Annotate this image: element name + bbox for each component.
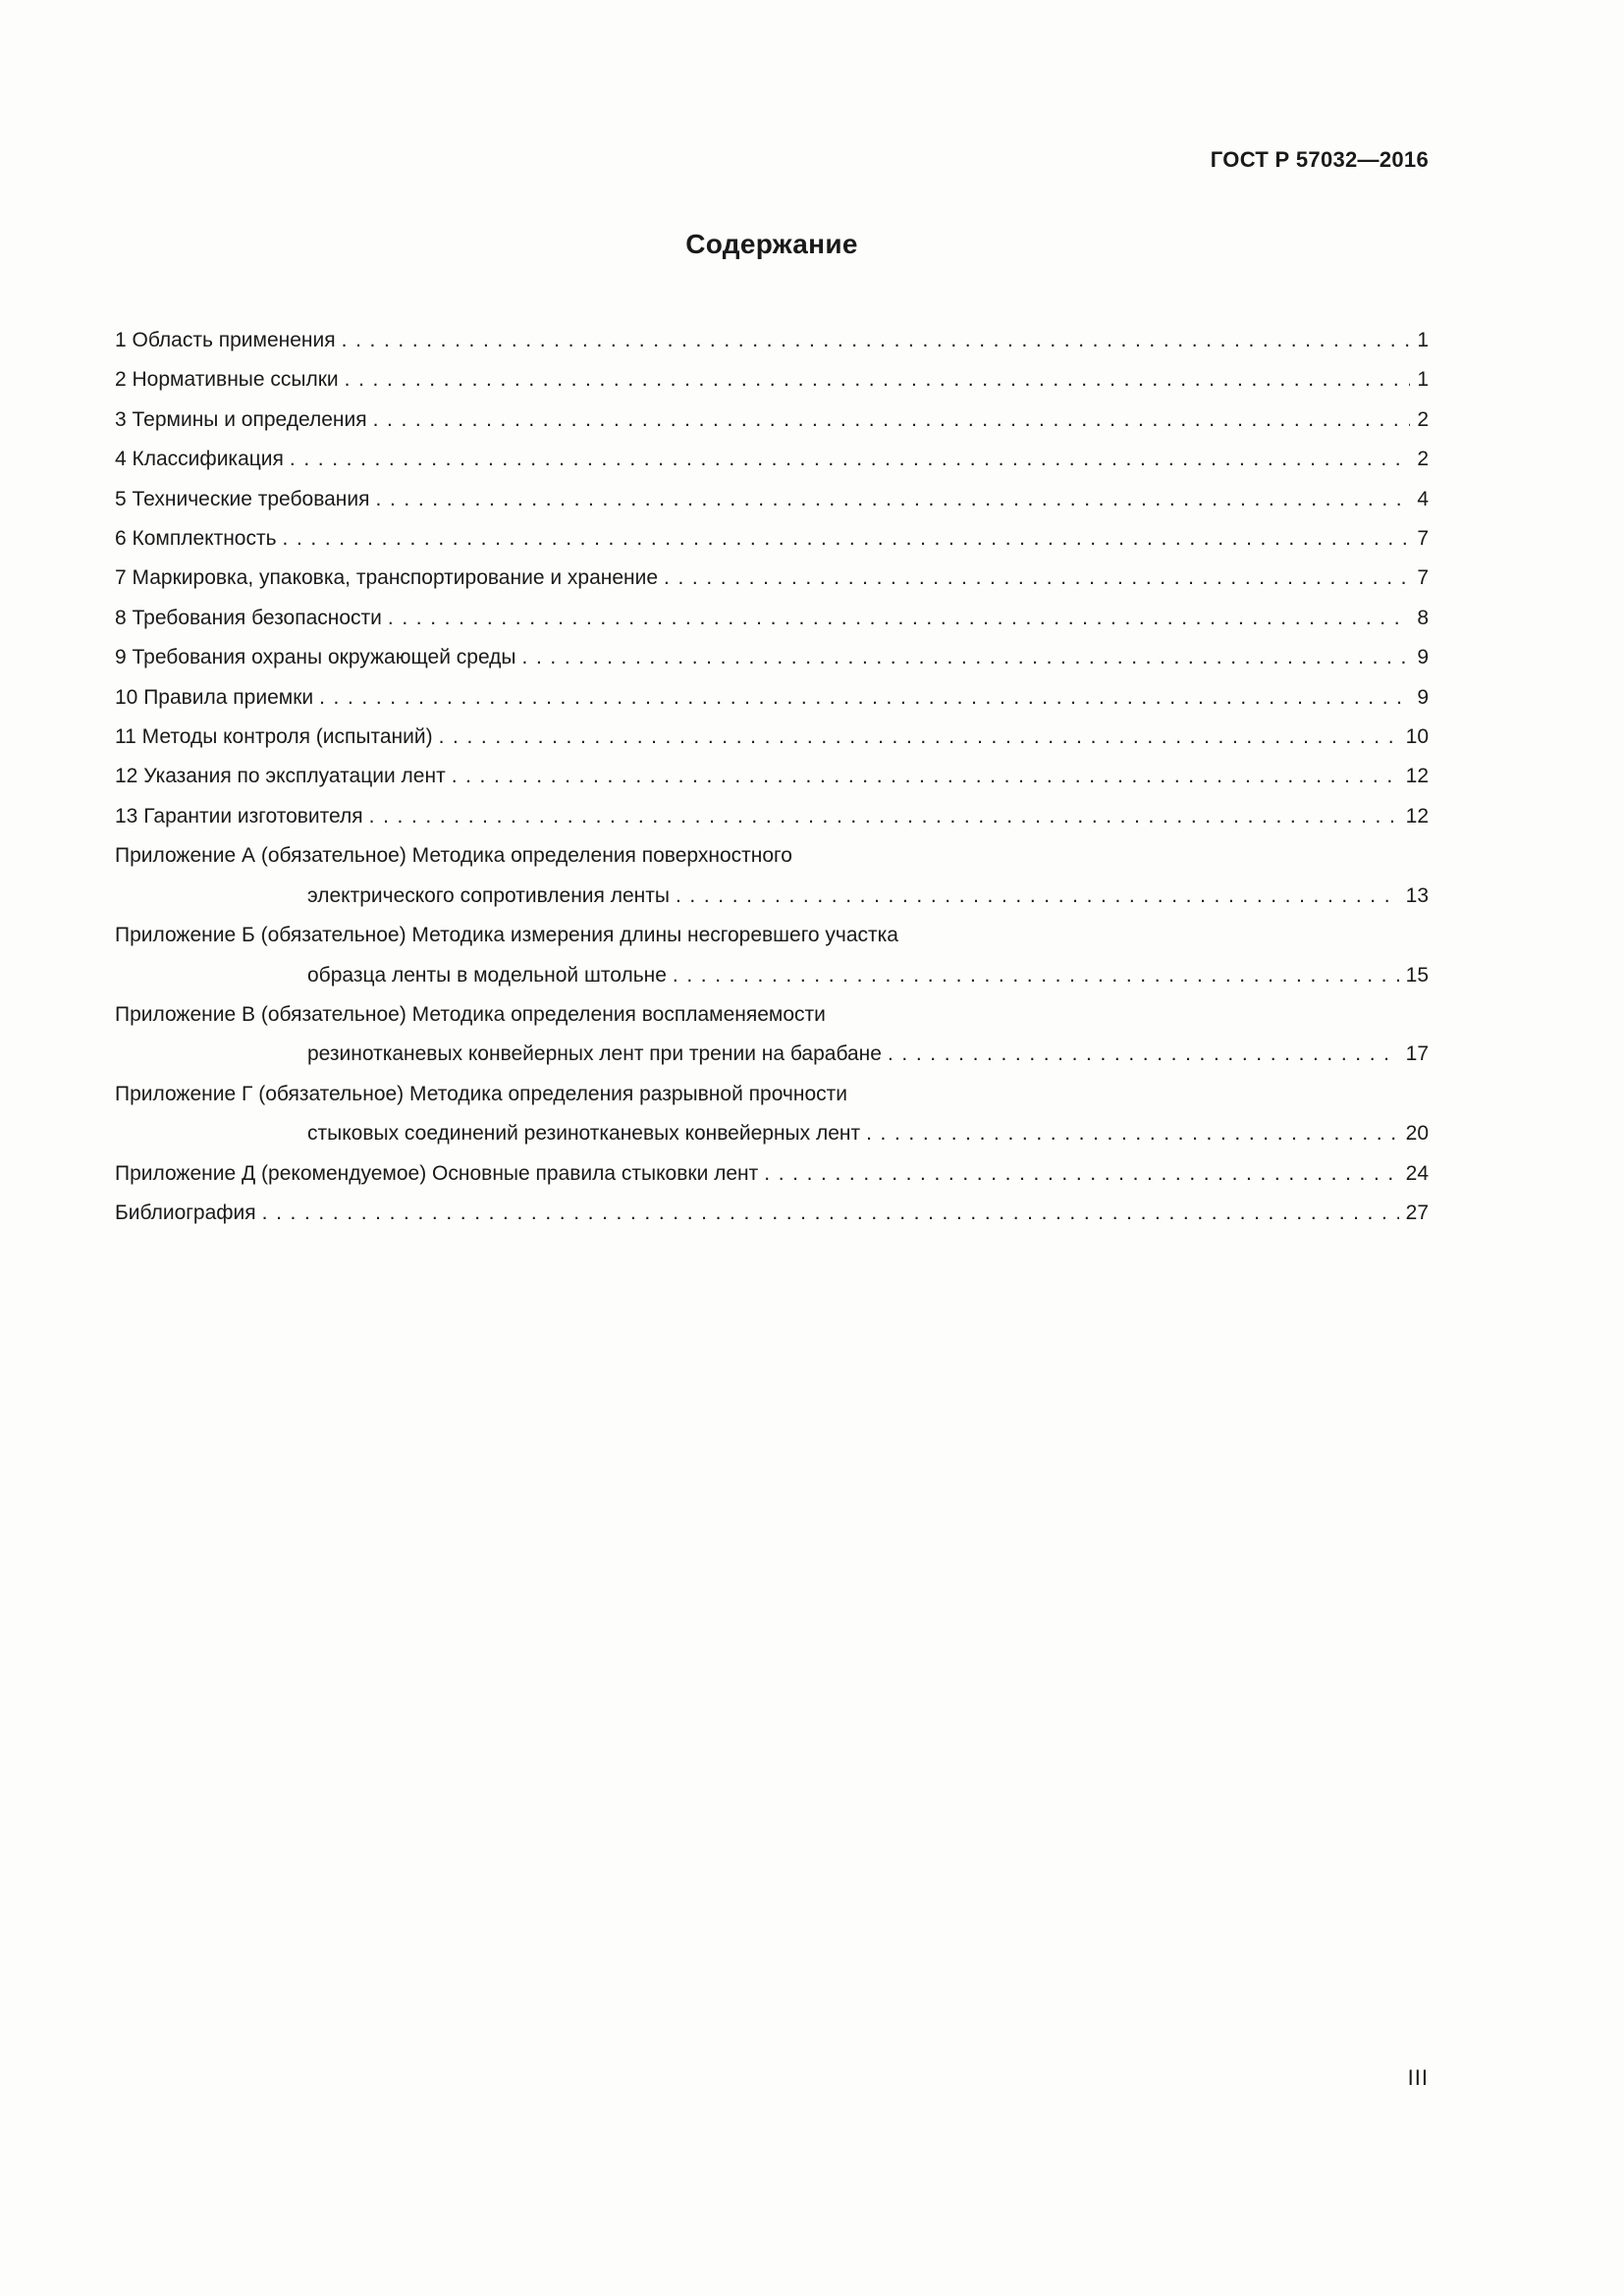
toc-entry-continuation (115, 1035, 1429, 1074)
dot-leader (290, 440, 1410, 479)
dot-leader (376, 480, 1411, 519)
dot-leader (866, 1114, 1399, 1153)
toc-entry (115, 678, 1429, 718)
dot-leader (319, 678, 1410, 718)
toc-entry-text: Приложение Д (рекомендуемое) Основные правила стыковки лент (115, 1161, 759, 1185)
toc-list (115, 321, 1429, 1233)
toc-entry (115, 599, 1429, 638)
toc-entry (115, 519, 1429, 559)
dot-leader (673, 956, 1399, 995)
dot-leader (888, 1035, 1399, 1074)
toc-entry-continuation (115, 877, 1429, 916)
toc-entry-text: Приложение В (обязательное) Методика определения воспламеняемости (115, 1002, 826, 1026)
toc-entry (115, 559, 1429, 598)
dot-leader (369, 797, 1399, 836)
dot-leader (262, 1194, 1399, 1233)
toc-entry-page: 4 (1417, 487, 1429, 510)
toc-entry-text: 2 Нормативные ссылки (115, 368, 339, 392)
toc-entry-page: 7 (1417, 527, 1429, 551)
toc-entry-text: 5 Технические требования (115, 487, 370, 510)
toc-entry-page: 20 (1405, 1122, 1429, 1146)
toc-entry-page: 15 (1405, 963, 1429, 987)
dot-leader (439, 718, 1399, 757)
toc-entry (115, 1075, 1429, 1114)
toc-entry-text: 4 Классификация (115, 448, 284, 471)
dot-leader (664, 559, 1410, 598)
toc-entry (115, 797, 1429, 836)
toc-entry-page: 12 (1405, 765, 1429, 788)
toc-entry-page: 17 (1405, 1042, 1429, 1066)
dot-leader (345, 360, 1411, 400)
toc-entry-text: 3 Термины и определения (115, 407, 367, 431)
toc-entry-cont-text: электрического сопротивления ленты (307, 883, 670, 907)
toc-entry-text: 13 Гарантии изготовителя (115, 804, 363, 828)
toc-entry-text: 7 Маркировка, упаковка, транспортирование и хранение (115, 566, 659, 590)
toc-entry (115, 360, 1429, 400)
toc-entry-page: 8 (1417, 606, 1429, 629)
dot-leader (342, 321, 1411, 360)
toc-entry-continuation (115, 956, 1429, 995)
toc-entry-text: 1 Область применения (115, 329, 336, 351)
toc-entry (115, 1154, 1429, 1194)
toc-entry-page: 24 (1405, 1161, 1429, 1185)
toc-entry (115, 757, 1429, 796)
toc-entry-cont-text: резинотканевых конвейерных лент при трении на барабане (307, 1042, 882, 1066)
dot-leader (283, 519, 1411, 559)
toc-entry-text: 11 Методы контроля (испытаний) (115, 725, 433, 749)
toc-entry-text: Библиография (115, 1201, 256, 1224)
toc-entry-page: 9 (1417, 685, 1429, 709)
toc-entry-page: 1 (1417, 368, 1429, 392)
toc-entry-page: 27 (1405, 1201, 1429, 1224)
toc-entry (115, 718, 1429, 757)
dot-leader (388, 599, 1410, 638)
dot-leader (764, 1154, 1398, 1194)
toc-entry (115, 916, 1429, 955)
toc-entry-text: Приложение Г (обязательное) Методика определения разрывной прочности (115, 1082, 847, 1105)
toc-entry-page: 2 (1417, 407, 1429, 431)
toc-entry-cont-text: стыковых соединений резинотканевых конвейерных лент (307, 1122, 861, 1146)
toc-entry (115, 638, 1429, 677)
toc-entry (115, 440, 1429, 479)
toc-entry-page: 9 (1417, 646, 1429, 669)
folio-page-number: III (1407, 2065, 1429, 2090)
toc-entry (115, 321, 1429, 360)
toc-entry (115, 836, 1429, 876)
standard-code: ГОСТ Р 57032—2016 (1210, 147, 1429, 172)
toc-entry-cont-text: образца ленты в модельной штольне (307, 963, 667, 987)
toc-entry (115, 400, 1429, 440)
dot-leader (452, 757, 1399, 796)
toc-entry-page: 1 (1417, 329, 1429, 351)
toc-entry-text: Приложение Б (обязательное) Методика измерения длины несгоревшего участка (115, 924, 898, 947)
toc-entry-page: 10 (1405, 725, 1429, 749)
toc-entry (115, 995, 1429, 1035)
toc-entry (115, 1194, 1429, 1233)
toc-entry-page: 13 (1405, 883, 1429, 907)
toc-entry-text: 12 Указания по эксплуатации лент (115, 765, 446, 788)
dot-leader (373, 400, 1411, 440)
toc-entry-text: Приложение А (обязательное) Методика определения поверхностного (115, 844, 792, 868)
toc-entry-page: 2 (1417, 448, 1429, 471)
toc-entry-page: 7 (1417, 566, 1429, 590)
toc-entry (115, 480, 1429, 519)
page-title: Содержание (685, 229, 858, 259)
toc-entry-text: 8 Требования безопасности (115, 606, 382, 629)
toc-entry-text: 10 Правила приемки (115, 685, 314, 709)
toc-entry-text: 9 Требования охраны окружающей среды (115, 646, 516, 669)
dot-leader (676, 877, 1399, 916)
toc-entry-page: 12 (1405, 804, 1429, 828)
toc-entry-text: 6 Комплектность (115, 527, 277, 551)
dot-leader (522, 638, 1411, 677)
toc-entry-continuation (115, 1114, 1429, 1153)
